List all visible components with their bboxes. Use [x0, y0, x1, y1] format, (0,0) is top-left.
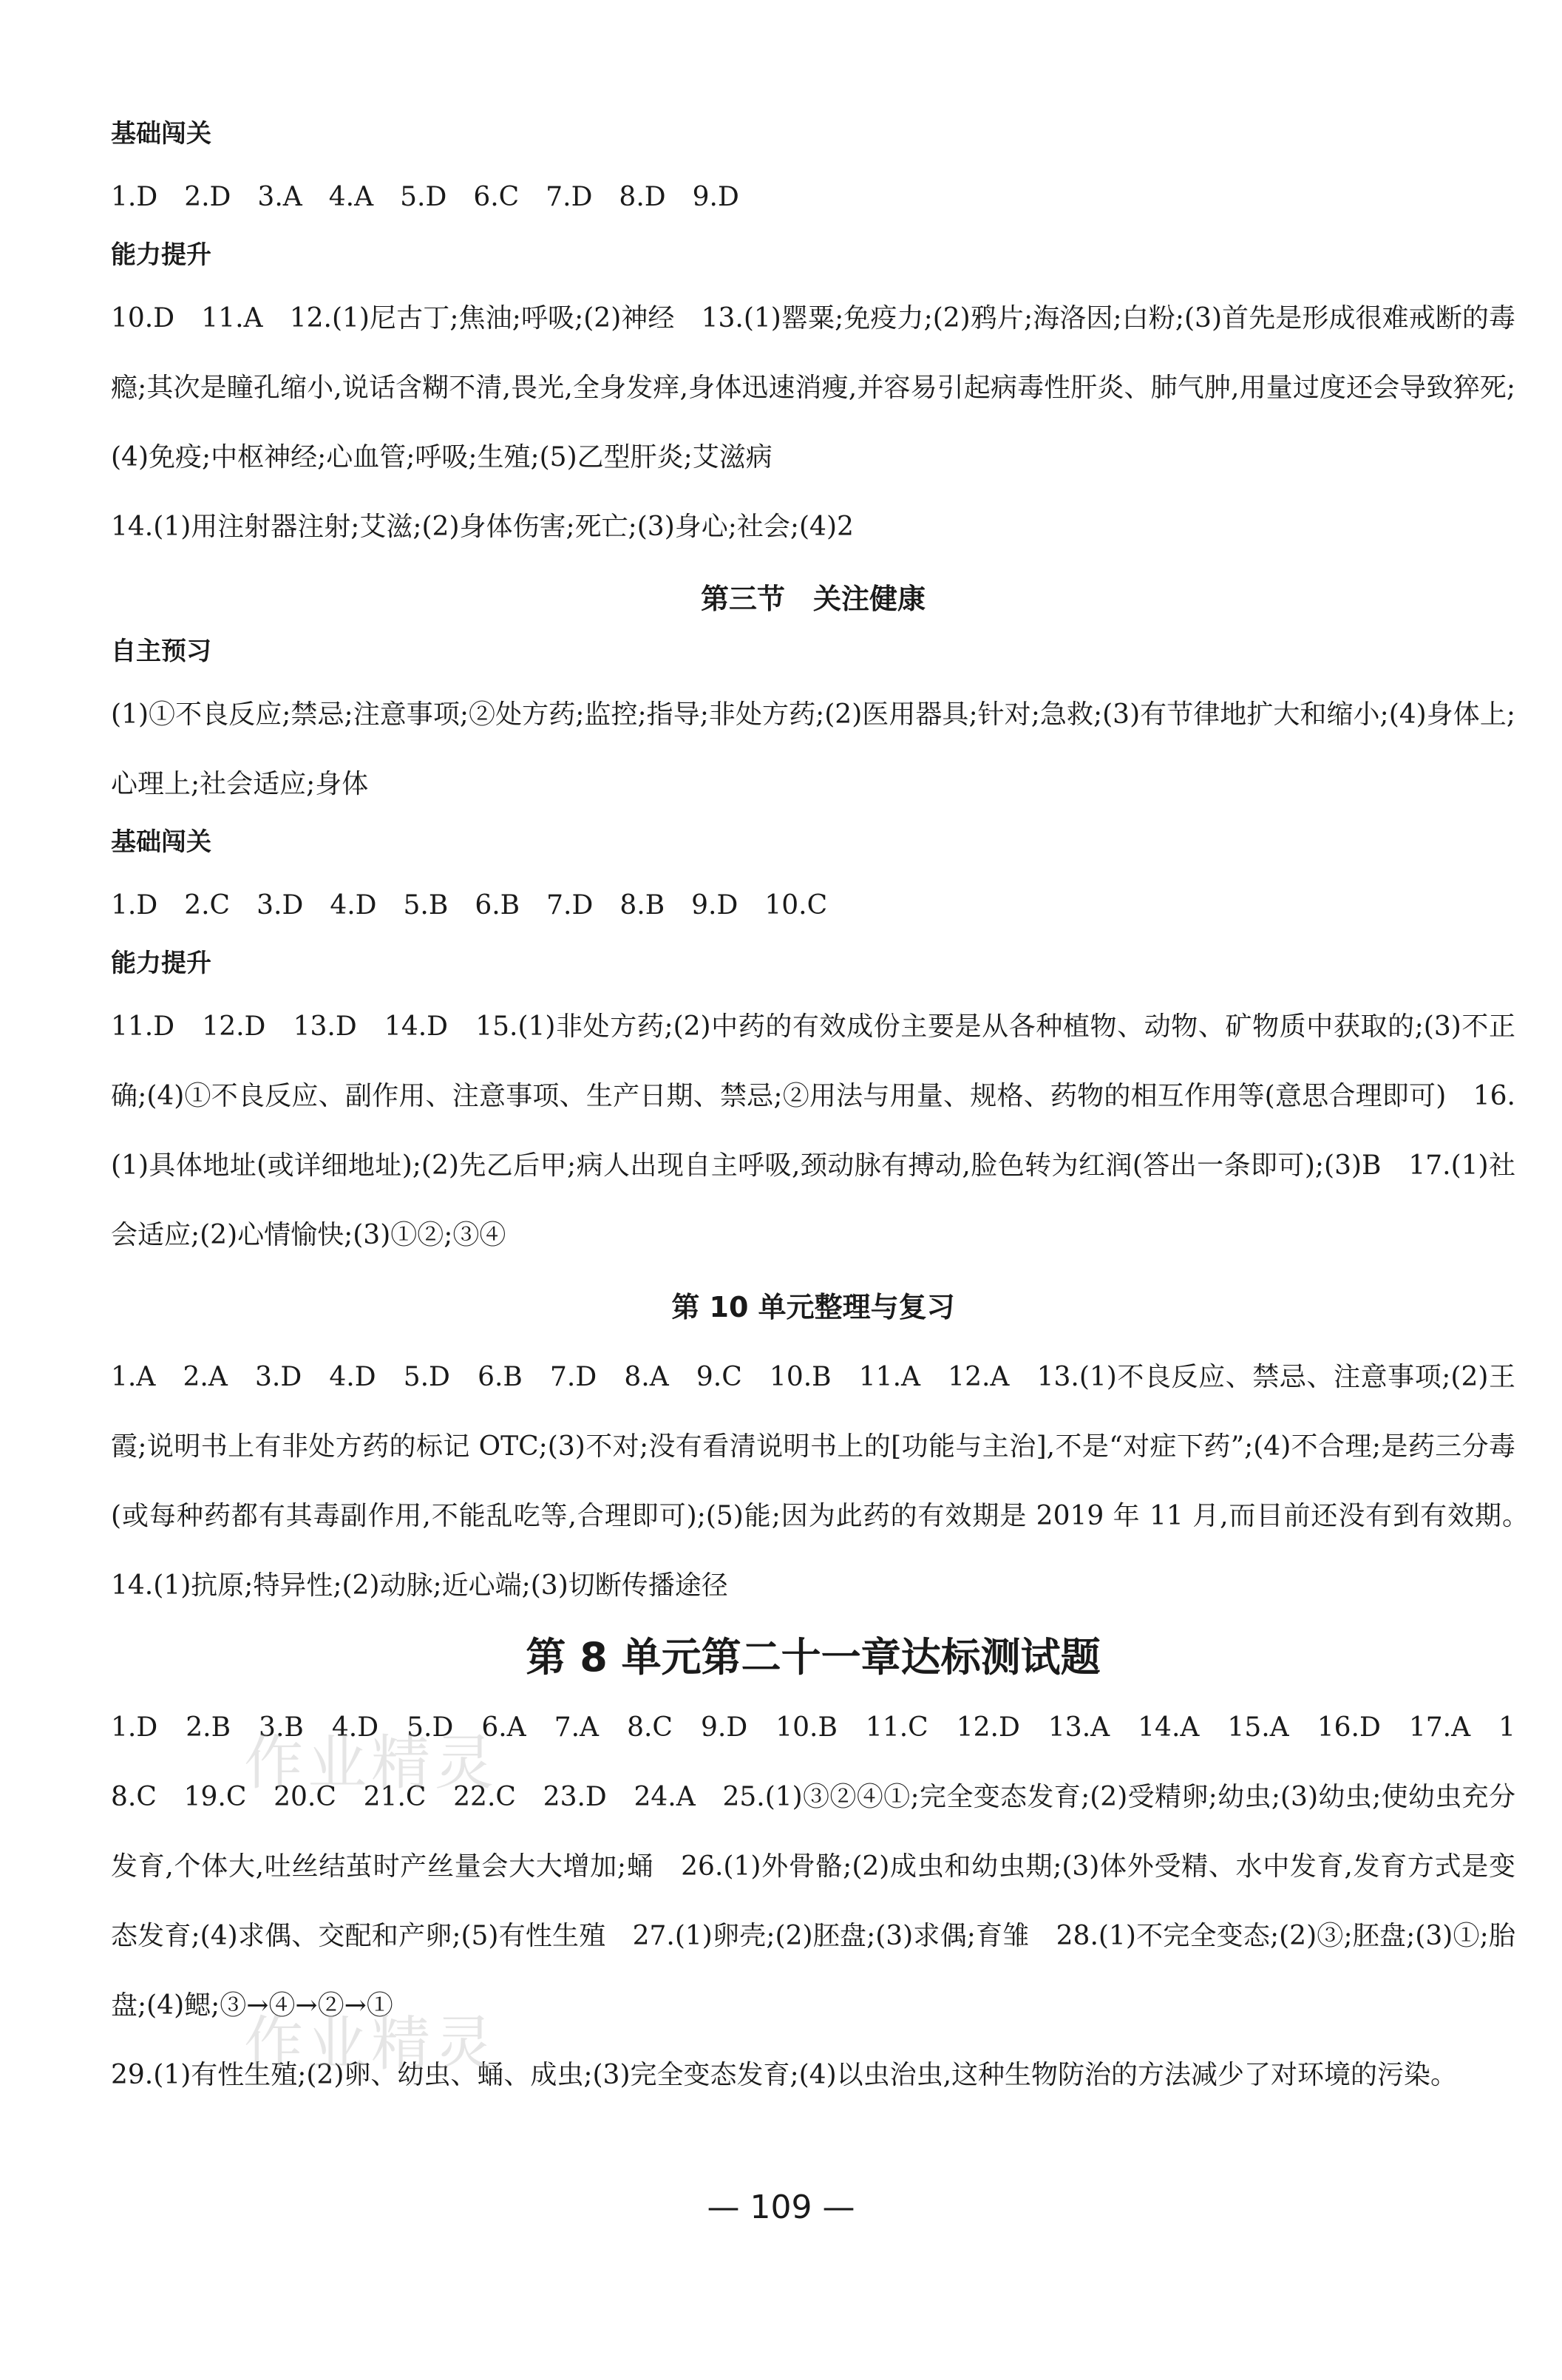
- section-title-health: 第三节 关注健康: [700, 583, 926, 615]
- answers-preview: (1)①不良反应;禁忌;注意事项;②处方药;监控;指导;非处方药;(2)医用器具;针对;急救;(3)有节律地扩大和缩小;(4)身体上;心理上;社会适应;身体: [111, 699, 1515, 799]
- answers-basic-2: 1.D 2.C 3.D 4.D 5.B 6.B 7.D 8.B 9.D 10.C: [111, 890, 828, 921]
- section-title-unit10: 第 10 单元整理与复习: [671, 1291, 955, 1323]
- answers-basic: 1.D 2.D 3.A 4.A 5.D 6.C 7.D 8.D 9.D: [111, 182, 739, 212]
- section-title-test: 第 8 单元第二十一章达标测试题: [526, 1634, 1101, 1681]
- heading-basic: 基础闯关: [111, 119, 211, 149]
- answers-unit10: 1.A 2.A 3.D 4.D 5.D 6.B 7.D 8.A 9.C 10.B 11.A 12.A 13.(1)不良反应、禁忌、注意事项;(2)王霞;说明书上有非处方药的标记 OTC;(3)不对;没有看清说明书上的[功能与主治],不是“对症下药”;(4)不合理;是药三分毒(或每种药都有其毒副作用,不能乱吃等,合理即可);(5)能;因为此药的有效期是 2019 年 11 月,而目前还没有到有效期。 14.(1)抗原;特异性;(2)动脉;近心端;(3)切断传播途径: [111, 1362, 1543, 1601]
- answers-test-29: 29.(1)有性生殖;(2)卵、幼虫、蛹、成虫;(3)完全变态发育;(4)以虫治虫,这种生物防治的方法减少了对环境的污染。: [111, 2060, 1458, 2090]
- answers-ability-14: 14.(1)用注射器注射;艾滋;(2)身体伤害;死亡;(3)身心;社会;(4)2: [111, 512, 854, 542]
- answer-page: [111, 111, 1543, 2110]
- watermark: 作业精灵: [244, 1729, 498, 1797]
- heading-basic-2: 基础闯关: [111, 827, 211, 857]
- answers-ability: 10.D 11.A 12.(1)尼古丁;焦油;呼吸;(2)神经 13.(1)罂粟;免疫力;(2)鸦片;海洛因;白粉;(3)首先是形成很难戒断的毒瘾;其次是瞳孔缩小,说话含糊不清,畏光,全身发痒,身体迅速消瘦,并容易引起病毒性肝炎、肺气肿,用量过度还会导致猝死;(4)免疫;中枢神经;心血管;呼吸;生殖;(5)乙型肝炎;艾滋病: [111, 303, 1515, 472]
- page-number: — 109 —: [707, 2189, 855, 2226]
- heading-ability: 能力提升: [111, 240, 211, 270]
- answers-test: 1.D 2.B 3.B 4.D 5.D 6.A 7.A 8.C 9.D 10.B 11.C 12.D 13.A 14.A 15.A 16.D 17.A 18.C 19.C 20.C 21.C 22.C 23.D 24.A 25.(1)③②④①;完全变态发育;(2)受精卵;幼虫;(3)幼虫;使幼虫充分发育,个体大,吐丝结茧时产丝量会大大增加;蛹 26.(1)外骨骼;(2)成虫和幼虫期;(3)体外受精、水中发育,发育方式是变态发育;(4)求偶、交配和产卵;(5)有性生殖 27.(1)卵壳;(2)胚盘;(3)求偶;育雏 28.(1)不完全变态;(2)③;胚盘;(3)①;胎盘;(4)鳃;③→④→②→①: [111, 1712, 1515, 2021]
- answers-ability-2: 11.D 12.D 13.D 14.D 15.(1)非处方药;(2)中药的有效成份主要是从各种植物、动物、矿物质中获取的;(3)不正确;(4)①不良反应、副作用、注意事项、生产日期、禁忌;②用法与用量、规格、药物的相互作用等(意思合理即可) 16.(1)具体地址(或详细地址);(2)先乙后甲;病人出现自主呼吸,颈动脉有搏动,脸色转为红润(答出一条即可);(3)B 17.(1)社会适应;(2)心情愉快;(3)①②;③④: [111, 1011, 1515, 1250]
- watermark: 作业精灵: [244, 2010, 498, 2078]
- heading-ability-2: 能力提升: [111, 949, 211, 978]
- heading-preview: 自主预习: [111, 637, 211, 666]
